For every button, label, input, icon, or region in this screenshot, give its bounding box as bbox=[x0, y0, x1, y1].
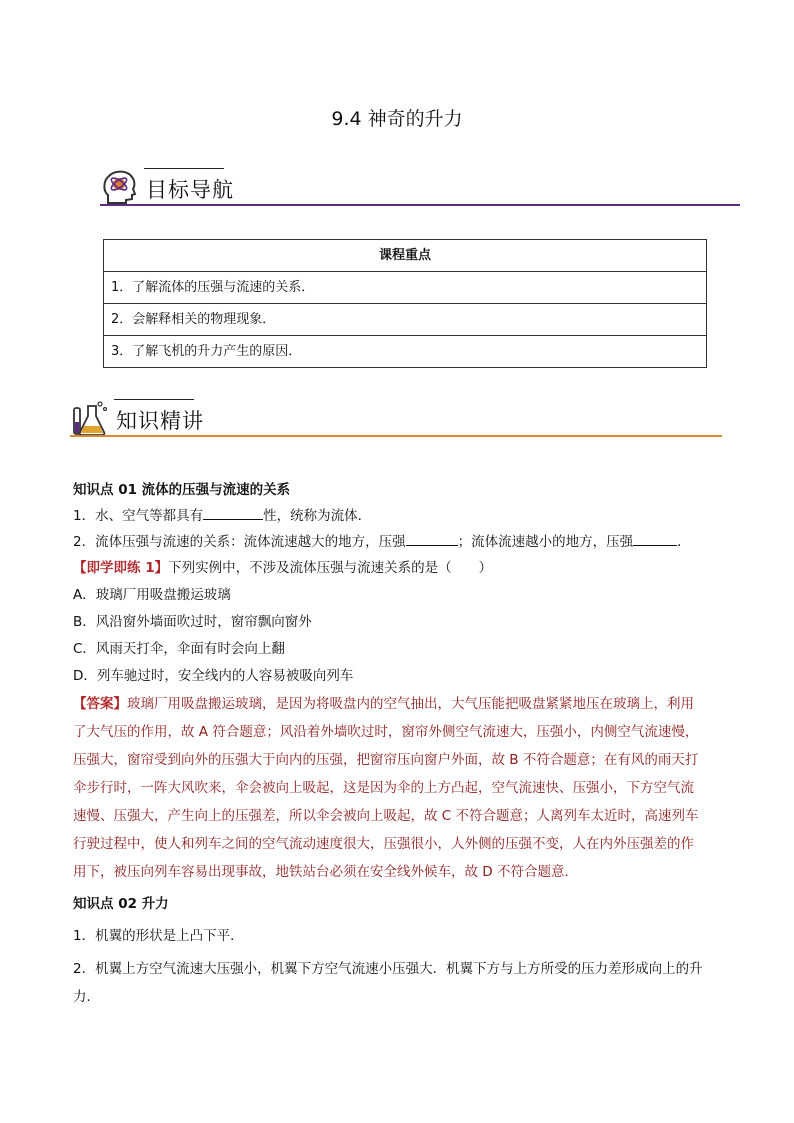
option-a: A．玻璃厂用吸盘搬运玻璃 bbox=[73, 587, 231, 603]
kp2-line2: 2．机翼上方空气流速大压强小，机翼下方空气流速小压强大．机翼下方与上方所受的压力差形成向上的升 bbox=[73, 961, 703, 977]
lab-flask-icon bbox=[70, 398, 110, 438]
option-b: B．风沿窗外墙面吹过时，窗帘飘向窗外 bbox=[73, 614, 312, 630]
fill-blank bbox=[406, 533, 458, 546]
head-brain-icon bbox=[100, 167, 140, 207]
answer-text: 玻璃厂用吸盘搬运玻璃，是因为将吸盘内的空气抽出，大气压能把吸盘紧紧地压在玻璃上，利用 bbox=[127, 696, 694, 712]
nav-section-header bbox=[100, 167, 740, 207]
kp1-heading: 知识点 01 流体的压强与流速的关系 bbox=[73, 482, 291, 498]
answer-line: 压强大，窗帘受到向外的压强大于向内的压强，把窗帘压向窗户外面，故 B 不符合题意；在有风的雨天打 bbox=[73, 752, 699, 768]
exercise-text: 下列实例中，不涉及流体压强与流速关系的是（ ） bbox=[168, 560, 493, 576]
nav-section-rule bbox=[100, 204, 740, 206]
kp2-line1: 1．机翼的形状是上凸下平． bbox=[73, 928, 244, 944]
header-short-line bbox=[114, 399, 194, 400]
table-row: 3．了解飞机的升力产生的原因． bbox=[111, 344, 302, 359]
answer-line: 行驶过程中，使人和列车之间的空气流动速度很大，压强很小，人外侧的压强不变，人在内外压强差的作 bbox=[73, 836, 694, 852]
kp1-line2-a: 2．流体压强与流速的关系：流体流速越大的地方，压强 bbox=[73, 534, 406, 550]
kp1-line1-b: 性，统称为流体． bbox=[263, 508, 372, 524]
option-c: C．风雨天打伞，伞面有时会向上翻 bbox=[73, 641, 285, 657]
answer-line: 用下，被压向列车容易出现事故，地铁站台必须在安全线外候车，故 D 不符合题意． bbox=[73, 864, 578, 880]
kp1-line1 bbox=[73, 504, 371, 524]
key-points-table bbox=[103, 239, 707, 368]
header-short-line bbox=[144, 168, 224, 169]
page-title: 9.4 神奇的升力 bbox=[331, 108, 463, 130]
answer-tag: 【答案】 bbox=[73, 696, 127, 712]
exercise-question bbox=[73, 556, 492, 576]
table-header: 课程重点 bbox=[104, 240, 706, 272]
knowledge-section-label: 知识精讲 bbox=[116, 409, 204, 433]
option-d: D．列车驰过时，安全线内的人容易被吸向列车 bbox=[73, 668, 354, 684]
nav-section-label: 目标导航 bbox=[146, 178, 234, 202]
fill-blank bbox=[633, 533, 677, 546]
table-row: 1．了解流体的压强与流速的关系． bbox=[104, 272, 706, 304]
answer-line: 速慢、压强大，产生向上的压强差，所以伞会被向上吸起，故 C 不符合题意；人离列车太近时，高速列车 bbox=[73, 808, 699, 824]
kp1-line2-b: ；流体流速越小的地方，压强 bbox=[457, 534, 634, 550]
exercise-tag: 【即学即练 1】 bbox=[73, 560, 169, 576]
answer-line bbox=[73, 692, 694, 712]
kp2-heading: 知识点 02 升力 bbox=[73, 896, 169, 912]
kp1-line2 bbox=[73, 530, 691, 550]
kp2-line3: 力． bbox=[73, 989, 100, 1005]
table-row: 2．会解释相关的物理现象． bbox=[104, 304, 706, 336]
knowledge-section-header bbox=[70, 398, 722, 438]
answer-line: 了大气压的作用，故 A 符合题意；风沿着外墙吹过时，窗帘外侧空气流速大，压强小，内侧空气流速慢， bbox=[73, 724, 699, 740]
knowledge-section-rule bbox=[70, 435, 722, 437]
kp1-line1-a: 1．水、空气等都具有 bbox=[73, 508, 204, 524]
answer-line: 伞步行时，一阵大风吹来，伞会被向上吸起，这是因为伞的上方凸起，空气流速快、压强小，下方空气流 bbox=[73, 780, 694, 796]
fill-blank bbox=[203, 507, 263, 520]
kp1-line2-c: ． bbox=[677, 534, 691, 550]
